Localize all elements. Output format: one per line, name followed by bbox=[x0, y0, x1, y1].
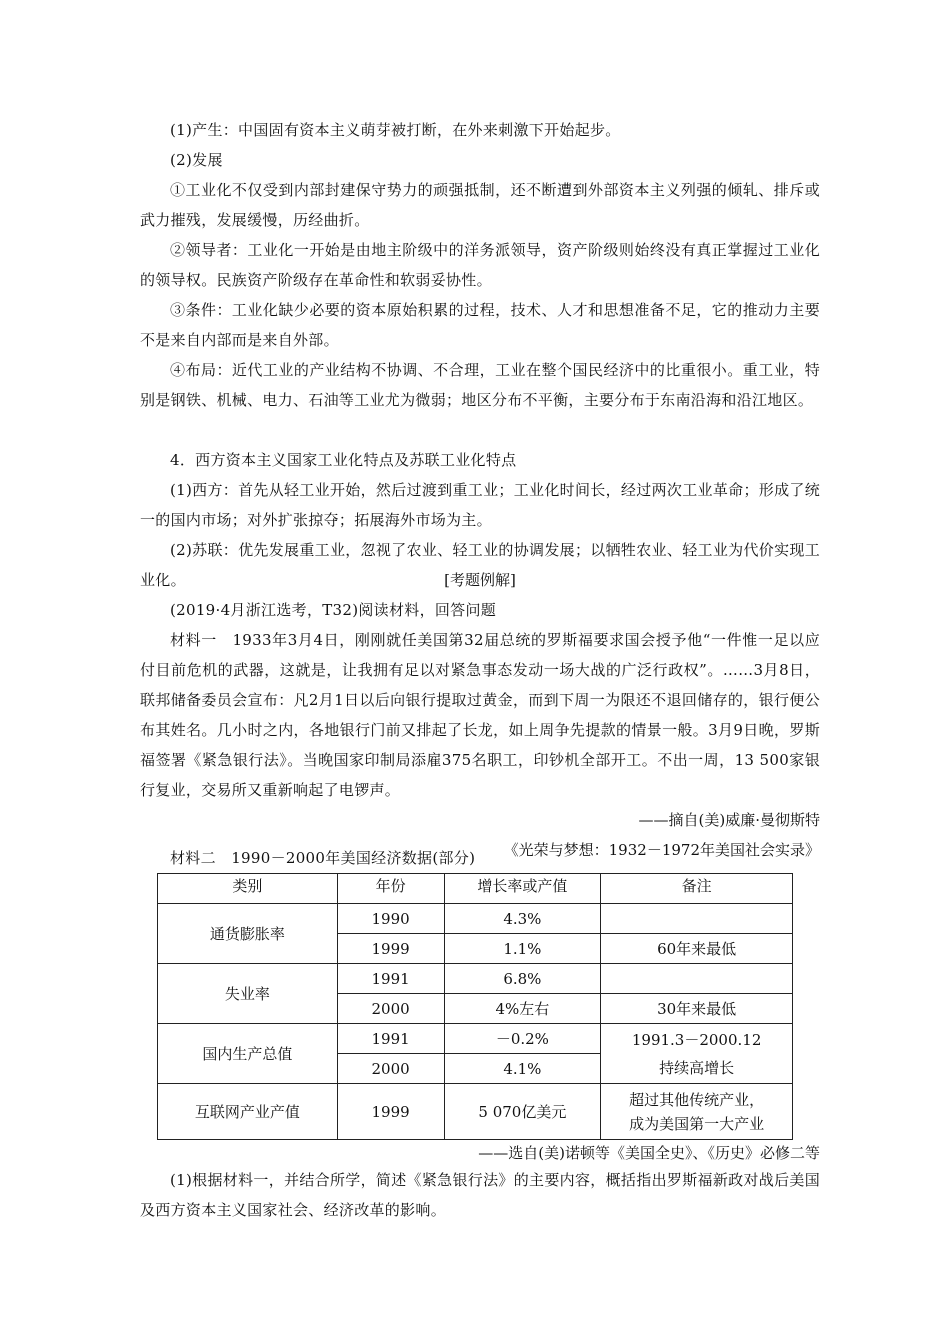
question-one: (1)根据材料一，并结合所学，简述《紧急银行法》的主要内容，概括指出罗斯福新政对战后美国及西方资本主义国家社会、经济改革的影响。 bbox=[140, 1171, 820, 1219]
section-title: [考题例解] bbox=[444, 571, 516, 589]
note-cell: 60年来最低 bbox=[601, 934, 793, 964]
header-note: 备注 bbox=[601, 874, 793, 904]
note-line: 超过其他传统产业， bbox=[629, 1090, 765, 1109]
table-row bbox=[158, 1084, 793, 1140]
category-cell: 国内生产总值 bbox=[158, 1024, 338, 1084]
note-cell bbox=[601, 1084, 793, 1140]
source-two: ——选自(美)诺顿等《美国全史》、《历史》必修二等 bbox=[478, 1144, 820, 1162]
year-cell: 1991 bbox=[337, 964, 444, 994]
paragraph-point-4: ④布局：近代工业的产业结构不协调、不合理，工业在整个国民经济中的比重很小。重工业，特别是钢铁、机械、电力、石油等工业尤为微弱；地区分布不平衡，主要分布于东南沿海和沿江地区。 bbox=[140, 361, 820, 409]
note-line: 持续高增长 bbox=[659, 1058, 735, 1077]
paragraph-origin: (1)产生：中国固有资本主义萌芽被打断，在外来刺激下开始起步。 bbox=[170, 121, 621, 139]
paragraph-point-1: ①工业化不仅受到内部封建保守势力的顽强抵制，还不断遭到外部资本主义列强的倾轧、排斥或武力摧残，发展缓慢，历经曲折。 bbox=[140, 181, 820, 229]
note-cell: 30年来最低 bbox=[601, 994, 793, 1024]
source-one-author: ——摘自(美)威廉·曼彻斯特 bbox=[638, 811, 820, 829]
header-category: 类别 bbox=[158, 874, 338, 904]
table-row bbox=[158, 964, 793, 994]
paragraph-point-3: ③条件：工业化缺少必要的资本原始积累的过程，技术、人才和思想准备不足，它的推动力主要不是来自内部而是来自外部。 bbox=[140, 301, 820, 349]
value-cell: 5 070亿美元 bbox=[444, 1084, 601, 1140]
note-line: 1991.3－2000.12 bbox=[631, 1030, 762, 1049]
note-cell bbox=[601, 964, 793, 994]
year-cell: 2000 bbox=[337, 1054, 444, 1084]
value-cell: 6.8% bbox=[444, 964, 601, 994]
value-cell: 4.3% bbox=[444, 904, 601, 934]
paragraph-soviet: (2)苏联：优先发展重工业，忽视了农业、轻工业的协调发展；以牺牲农业、轻工业为代价实现工业化。 bbox=[140, 541, 820, 589]
header-value: 增长率或产值 bbox=[444, 874, 601, 904]
year-cell: 1999 bbox=[337, 934, 444, 964]
year-cell: 2000 bbox=[337, 994, 444, 1024]
year-cell: 1999 bbox=[337, 1084, 444, 1140]
note-line: 成为美国第一大产业 bbox=[629, 1114, 765, 1133]
paragraph-point-2: ②领导者：工业化一开始是由地主阶级中的洋务派领导，资产阶级则始终没有真正掌握过工业化的领导权。民族资产阶级存在革命性和软弱妥协性。 bbox=[140, 241, 820, 289]
value-cell: －0.2% bbox=[444, 1024, 601, 1054]
header-year: 年份 bbox=[337, 874, 444, 904]
note-cell bbox=[601, 904, 793, 934]
category-cell: 失业率 bbox=[158, 964, 338, 1024]
paragraph-development-heading: (2)发展 bbox=[170, 151, 223, 169]
category-cell: 互联网产业产值 bbox=[158, 1084, 338, 1140]
table-row bbox=[158, 1024, 793, 1054]
value-cell: 4.1% bbox=[444, 1054, 601, 1084]
year-cell: 1991 bbox=[337, 1024, 444, 1054]
source-one-book: 《光荣与梦想：1932－1972年美国社会实录》 bbox=[503, 841, 820, 859]
note-cell bbox=[601, 1024, 793, 1084]
table-header-row bbox=[158, 874, 793, 904]
section-heading-4: 4．西方资本主义国家工业化特点及苏联工业化特点 bbox=[170, 451, 517, 469]
table-row bbox=[158, 904, 793, 934]
question-intro: (2019·4月浙江选考，T32)阅读材料，回答问题 bbox=[170, 601, 497, 619]
paragraph-west: (1)西方：首先从轻工业开始，然后过渡到重工业；工业化时间长，经过两次工业革命；形成了统一的国内市场；对外扩张掠夺；拓展海外市场为主。 bbox=[140, 481, 820, 529]
economic-data-table bbox=[157, 873, 793, 1140]
year-cell: 1990 bbox=[337, 904, 444, 934]
material-two-title: 材料二 1990－2000年美国经济数据(部分) bbox=[170, 849, 476, 867]
material-one: 材料一 1933年3月4日，刚刚就任美国第32届总统的罗斯福要求国会授予他“一件惟一足以应付目前危机的武器，这就是，让我拥有足以对紧急事态发动一场大战的广泛行政权”。……3月8日，联邦储备委员会宣布：凡2月1日以后向银行提取过黄金，而到下周一为限还不退回储存的，银行便公布其姓名。几小时之内，各地银行门前又排起了长龙，如上周争先提款的情景一般。3月9日晚，罗斯福签署《紧急银行法》。当晚国家印制局添雇375名职工，印钞机全部开工。不出一周，13 500家银行复业，交易所又重新响起了电锣声。 bbox=[140, 631, 820, 799]
value-cell: 1.1% bbox=[444, 934, 601, 964]
category-cell: 通货膨胀率 bbox=[158, 904, 338, 964]
value-cell: 4%左右 bbox=[444, 994, 601, 1024]
